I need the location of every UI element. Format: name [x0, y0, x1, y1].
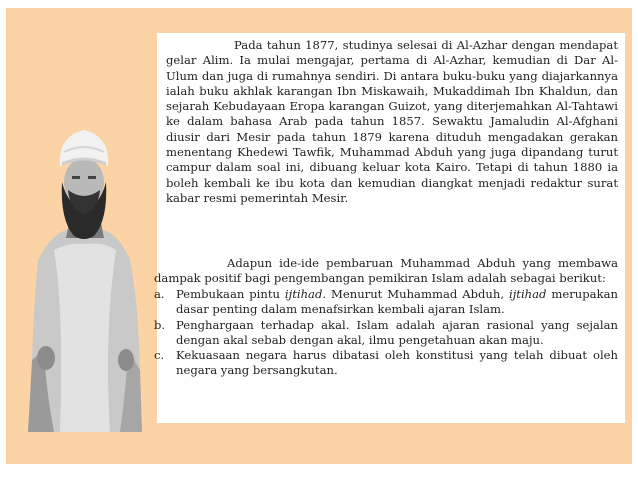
text-box: [154, 33, 625, 423]
list-emphasis: ijtihad: [284, 287, 323, 301]
portrait-photo: [24, 110, 146, 432]
slide-background: [6, 8, 632, 464]
list-item-c: [154, 348, 618, 379]
list-item-a: [154, 287, 618, 318]
idea-list: [154, 287, 618, 379]
list-marker: c.: [154, 348, 165, 363]
list-text: . Menurut Muhammad Abduh,: [322, 287, 509, 301]
list-text: merupakan dasar penting dalam menafsirkan kembali ajaran Islam.: [176, 287, 618, 317]
list-marker: b.: [154, 317, 166, 332]
list-text: Penghargaan terhadap akal. Islam adalah ajaran rasional yang sejalan dengan akal sebab dengan akal, ilmu pengetahuan akan maju.: [176, 317, 618, 347]
paragraph-2: Adapun ide-ide pembaruan Muhammad Abduh yang membawa dampak positif bagi pengembangan pemikiran Islam adalah sebagai berikut:: [154, 256, 618, 286]
paragraph-1: Pada tahun 1877, studinya selesai di Al-Azhar dengan mendapat gelar Alim. Ia mulai mengajar, pertama di Al-Azhar, kemudian di Dar Al-Ulum dan juga di rumahnya sendiri. Di antara buku-buku yang diajarkannya ialah buku akhlak karangan Ibn Miskawaih, Mukaddimah Ibn Khaldun, dan sejarah Kebudayaan Eropa karangan Guizot, yang diterjemahkan Al-Tahtawi ke dalam bahasa Arab pada tahun 1857. Sewaktu Jamaludin Al-Afghani diusir dari Mesir pada tahun 1879 karena dituduh mengadakan gerakan menentang Khedewi Tawfik, Muhammad Abduh yang juga dipandang turut campur dalam soal ini, dibuang keluar kota Kairo. Tetapi di tahun 1880 ia boleh kembali ke ibu kota dan kemudian diangkat menjadi redaktur surat kabar resmi pemerintah Mesir.: [166, 38, 618, 205]
list-marker: a.: [154, 287, 165, 301]
list-text: Kekuasaan negara harus dibatasi oleh konstitusi yang telah dibuat oleh negara yang bersangkutan.: [176, 348, 618, 378]
list-text: Pembukaan pintu: [176, 287, 285, 301]
list-emphasis: ijtihad: [508, 287, 547, 301]
list-item-b: [154, 318, 618, 349]
